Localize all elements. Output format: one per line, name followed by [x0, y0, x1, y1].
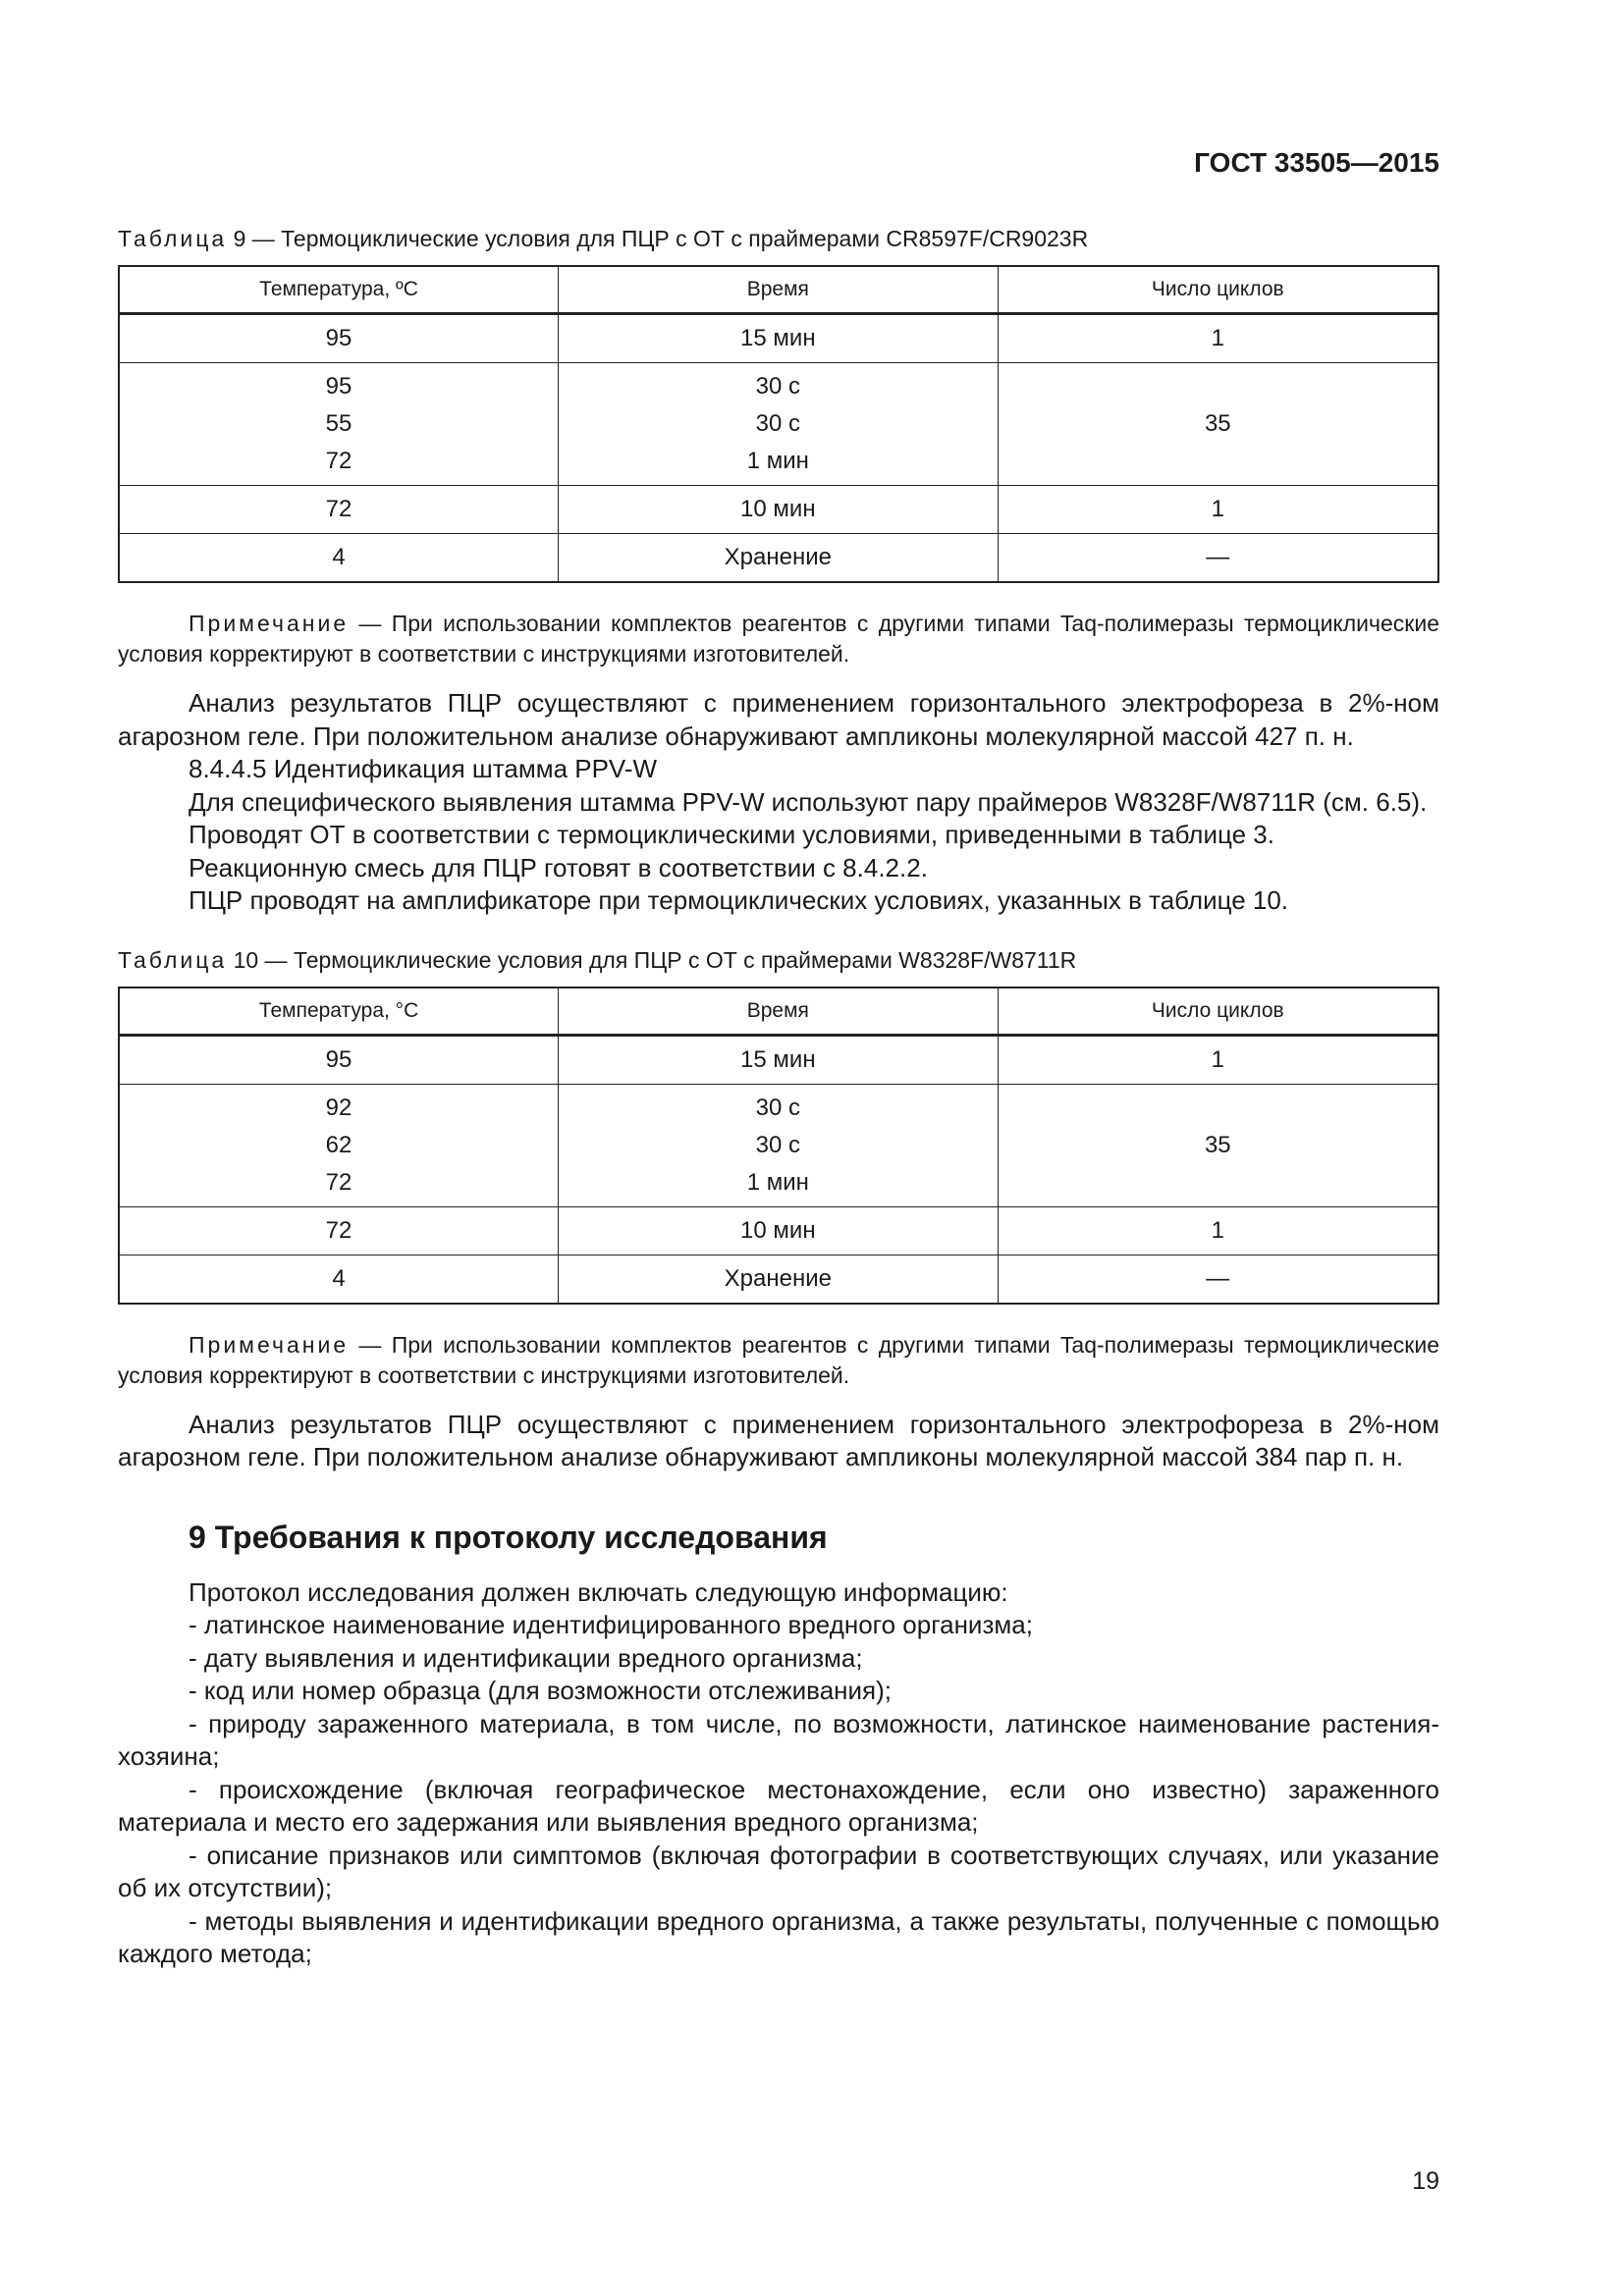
table-row: [119, 534, 1438, 583]
paragraph-primers-ppv-w: Для специфического выявления штамма PPV-W используют пару праймеров W8328F/W8711R (см. 6.5).: [189, 786, 1428, 817]
table10-r3-time: 10 мин: [559, 1206, 999, 1255]
subsection-heading-8-4-4-5: 8.4.4.5 Идентификация штамма PPV-W: [189, 754, 658, 783]
note-label: Примечание: [189, 611, 350, 636]
table9-r2-temp-2: 55: [325, 410, 352, 437]
table10-r2-temp: [119, 1084, 559, 1206]
table9-r3-time: 10 мин: [559, 486, 999, 534]
note-label: Примечание: [189, 1331, 350, 1358]
table9-caption-prefix: Таблица: [118, 226, 228, 251]
table9-caption: [118, 224, 1439, 253]
table9: [118, 265, 1439, 583]
table10-header-cycles: Число циклов: [998, 988, 1438, 1036]
table10-r4-temp: 4: [119, 1255, 559, 1304]
table9-r2-temp-3: 72: [325, 448, 352, 474]
table9-r2-time-2: 30 с: [755, 410, 800, 437]
list-item: - дату выявления и идентификации вредного организма;: [189, 1642, 863, 1673]
table10-r2-time-3: 1 мин: [746, 1168, 809, 1196]
table10: [118, 987, 1439, 1305]
table9-r2-temp-1: 95: [325, 373, 352, 400]
table9-r2-time-3: 1 мин: [746, 448, 809, 474]
table9-caption-text: 9 — Термоциклические условия для ПЦР с ОТ с праймерами CR8597F/CR9023R: [227, 226, 1089, 251]
table9-r3-temp: 72: [119, 486, 559, 534]
table10-caption-prefix: Таблица: [118, 946, 228, 973]
table9-r2-cycles: 35: [998, 363, 1438, 486]
table-row: [119, 1035, 1438, 1084]
table10-r2-temp-2: 62: [325, 1131, 352, 1158]
table10-header-temperature: Температура, °С: [119, 988, 559, 1036]
paragraph-reaction-mix: Реакционную смесь для ПЦР готовят в соответствии с 8.4.2.2.: [189, 852, 928, 882]
table10-r2-temp-3: 72: [325, 1168, 352, 1196]
table10-r2-time-2: 30 с: [755, 1131, 800, 1158]
table9-r2-temp: [119, 363, 559, 486]
table-row: [119, 1206, 1438, 1255]
table9-r1-cycles: 1: [998, 314, 1438, 363]
table9-header-time: Время: [559, 266, 999, 314]
table-row: [119, 486, 1438, 534]
note-text: — При использовании комплектов реагентов с другими типами Taq-полимеразы термоциклические условия корректируют в соответствии с инструкциями изготовителей.: [118, 611, 1439, 667]
table9-r2-time: [559, 363, 999, 486]
table10-r2-time-1: 30 с: [755, 1094, 800, 1121]
list-item: - происхождение (включая географическое местонахождение, если оно известно) зараженного материала и место его задержания или выявления вредного организма;: [118, 1774, 1439, 1837]
table9-r2-time-1: 30 с: [755, 373, 800, 400]
table-row: [119, 363, 1438, 486]
table10-caption-text: 10 — Термоциклические условия для ПЦР с ОТ с праймерами W8328F/W8711R: [227, 946, 1077, 973]
table9-header-row: [119, 266, 1438, 314]
table10-note: [118, 1330, 1439, 1391]
table9-header-temperature: Температура, ºС: [119, 266, 559, 314]
list-item: - методы выявления и идентификации вредного организма, а также результаты, полученные с помощью каждого метода;: [118, 1905, 1439, 1968]
paragraph-analysis-427: Анализ результатов ПЦР осуществляют с применением горизонтального электрофореза в 2%-ном агарозном геле. При положительном анализе обнаруживают ампликоны молекулярной массой 427 п. н.: [118, 688, 1439, 751]
list-item: - код или номер образца (для возможности отслеживания);: [189, 1676, 892, 1705]
table10-header-time: Время: [559, 988, 999, 1036]
table10-caption: [118, 945, 1439, 975]
paragraph-amplifier-table10: ПЦР проводят на амплификаторе при термоциклических условиях, указанных в таблице 10.: [189, 885, 1289, 915]
table-row: [119, 314, 1438, 363]
table9-header-cycles: Число циклов: [998, 266, 1438, 314]
table9-r3-cycles: 1: [998, 486, 1438, 534]
table9-r1-temp: 95: [119, 314, 559, 363]
section-intro: Протокол исследования должен включать следующую информацию:: [189, 1576, 1008, 1607]
table10-r1-time: 15 мин: [559, 1035, 999, 1084]
table9-note: [118, 609, 1439, 669]
list-item: - латинское наименование идентифицированного вредного организма;: [189, 1610, 1033, 1639]
table10-r1-cycles: 1: [998, 1035, 1438, 1084]
table-row: [119, 1255, 1438, 1304]
table10-r1-temp: 95: [119, 1035, 559, 1084]
document-code: ГОСТ 33505—2015: [1194, 147, 1439, 178]
table9-r4-temp: 4: [119, 534, 559, 583]
list-item: - природу зараженного материала, в том числе, по возможности, латинское наименование растения-хозяина;: [118, 1708, 1439, 1771]
table10-header-row: [119, 988, 1438, 1036]
table-row: [119, 1084, 1438, 1206]
table10-r3-cycles: 1: [998, 1206, 1438, 1255]
table10-r2-time: [559, 1084, 999, 1206]
table10-r2-cycles: 35: [998, 1084, 1438, 1206]
table9-r4-time: Хранение: [559, 534, 999, 583]
paragraph-rt-table3: Проводят ОТ в соответствии с термоциклическими условиями, приведенными в таблице 3.: [189, 820, 1274, 849]
table10-r4-time: Хранение: [559, 1255, 999, 1304]
page-content: [118, 224, 1439, 1971]
section-heading: 9 Требования к протоколу исследования: [189, 1519, 828, 1555]
paragraph-analysis-384: Анализ результатов ПЦР осуществляют с применением горизонтального электрофореза в 2%-ном агарозном геле. При положительном анализе обнаруживают ампликоны молекулярной массой 384 пар п. н.: [118, 1409, 1439, 1471]
table10-r4-cycles: —: [998, 1255, 1438, 1304]
table9-r1-time: 15 мин: [559, 314, 999, 363]
table10-r2-temp-1: 92: [325, 1094, 352, 1121]
page-number: 19: [1412, 2167, 1439, 2195]
list-item: - описание признаков или симптомов (включая фотографии в соответствующих случаях, или указание об их отсутствии);: [118, 1840, 1439, 1902]
table9-r4-cycles: —: [998, 534, 1438, 583]
note-text: — При использовании комплектов реагентов с другими типами Taq-полимеразы термоциклические условия корректируют в соответствии с инструкциями изготовителей.: [118, 1331, 1439, 1388]
table10-r3-temp: 72: [119, 1206, 559, 1255]
